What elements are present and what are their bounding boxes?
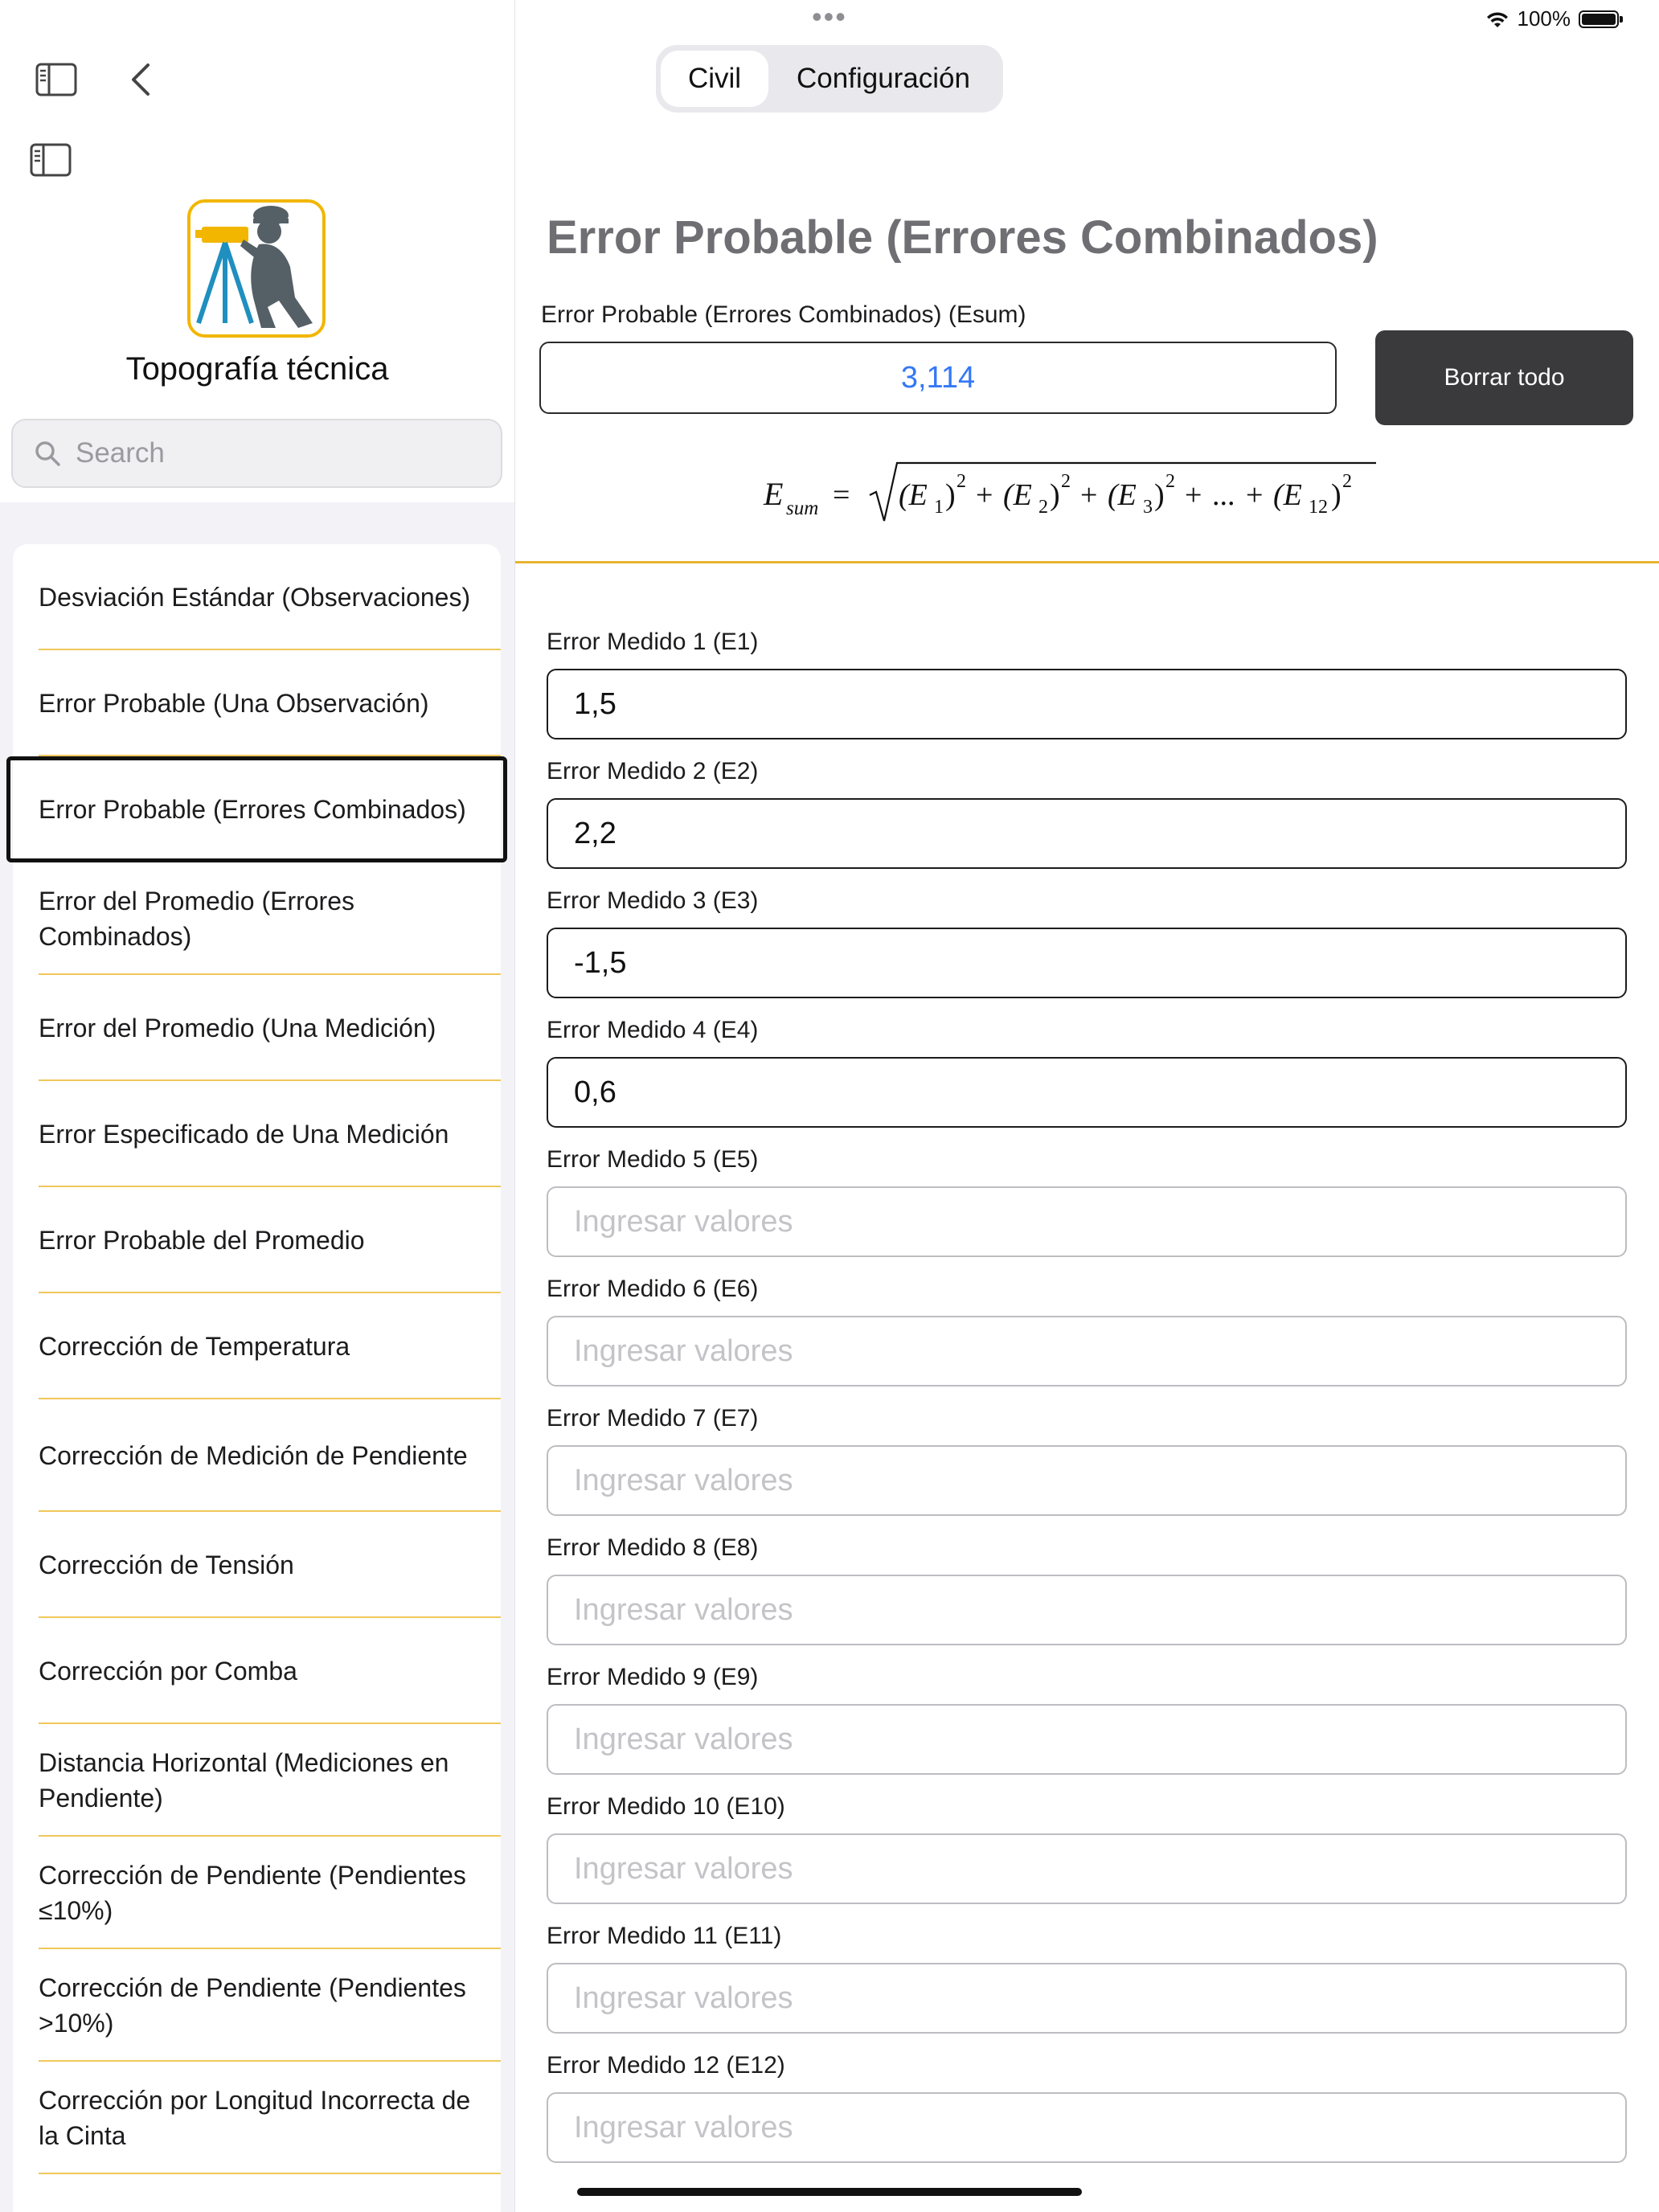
sidebar-item-label: Desviación Estándar (Observaciones) [39,583,471,612]
battery-percent: 100% [1517,6,1571,31]
sidebar-item-label: Error Probable del Promedio [39,1226,365,1255]
sidebar-header [0,0,514,502]
sidebar-item[interactable] [13,975,501,1081]
input-label: Error Medido 12 (E12) [547,2052,785,2079]
formula-term-1: (E [899,478,928,512]
formula-term-3-close: ) [1154,478,1165,512]
sidebar-item[interactable] [13,1724,501,1837]
sidebar-item[interactable] [13,1837,501,1949]
home-indicator[interactable] [577,2188,1082,2196]
sidebar-item-label: Error Especificado de Una Medición [39,1120,449,1149]
input-label: Error Medido 4 (E4) [547,1017,759,1043]
sidebar-item[interactable] [6,756,507,862]
sidebar-item-label: Corrección de Tensión [39,1550,294,1579]
error-input-e4[interactable]: 0,6 [547,1057,1627,1128]
search-icon [34,440,61,467]
formula-equals: = [833,478,850,512]
clear-all-button[interactable]: Borrar todo [1375,330,1633,425]
sidebar-item-label: Error Probable (Errores Combinados) [39,795,466,824]
input-label: Error Medido 1 (E1) [547,629,759,655]
list-separator [39,2173,501,2174]
input-label: Error Medido 11 (E11) [547,1923,782,1949]
formula-term-12-sub: 12 [1309,497,1328,518]
sidebar-item[interactable] [13,650,501,756]
battery-icon [1579,10,1619,28]
sidebar-item-label: Corrección por Comba [39,1657,297,1686]
error-input-e3[interactable]: -1,5 [547,928,1627,998]
sidebar-item[interactable] [13,1293,501,1399]
input-label: Error Medido 3 (E3) [547,887,759,914]
sidebar-item-label: Corrección de Temperatura [39,1332,350,1361]
wifi-icon [1485,10,1509,29]
result-output[interactable]: 3,114 [539,342,1337,414]
sidebar-item[interactable] [13,1399,501,1512]
search-input[interactable] [74,436,495,470]
formula-plus-3: + [1185,478,1202,512]
formula-term-1-sup: 2 [956,471,966,492]
sidebar-item[interactable] [13,2062,501,2174]
input-label: Error Medido 9 (E9) [547,1664,759,1690]
sidebar-item-label: Error del Promedio (Una Medición) [39,1014,436,1043]
formula-plus-4: + [1246,478,1264,512]
sidebar-item[interactable] [13,1187,501,1293]
sidebar-item[interactable] [13,862,501,975]
formula-term-2-sub: 2 [1038,497,1048,518]
sidebar-item[interactable] [13,1949,501,2062]
error-input-e11[interactable]: Ingresar valores [547,1963,1627,2034]
status-indicators [1485,6,1620,31]
sidebar-toggle-icon[interactable] [32,59,80,100]
sidebar-item-label: Corrección de Pendiente (Pendientes >10%) [39,1973,466,2038]
formula-lhs: E [764,476,784,512]
error-input-e2[interactable]: 2,2 [547,798,1627,869]
sidebar-item[interactable] [13,1512,501,1618]
sidebar-item-label: Distancia Horizontal (Mediciones en Pendiente) [39,1748,449,1813]
formula-plus-1: + [976,478,993,512]
formula-term-12-sup: 2 [1342,471,1352,492]
sidebar-item-label: Error Probable (Una Observación) [39,689,429,718]
input-label: Error Medido 2 (E2) [547,758,759,784]
input-label: Error Medido 6 (E6) [547,1276,759,1302]
input-label: Error Medido 8 (E8) [547,1534,759,1561]
result-label: Error Probable (Errores Combinados) (Esum) [541,301,1026,328]
error-input-e6[interactable]: Ingresar valores [547,1316,1627,1387]
error-input-e9[interactable]: Ingresar valores [547,1704,1627,1775]
battery-level-fill [1582,14,1616,25]
formula-plus-2: + [1080,478,1098,512]
formula-term-3: (E [1108,478,1137,512]
tab-configuracion[interactable]: Configuración [797,63,970,94]
formula-term-12-close: ) [1331,478,1342,512]
sidebar-item[interactable] [13,1081,501,1187]
section-divider [515,561,1659,563]
error-input-e1[interactable]: 1,5 [547,669,1627,739]
formula-term-3-sup: 2 [1165,471,1175,492]
app-title: Topografía técnica [125,351,389,387]
formula-ellipsis: ... [1212,478,1235,512]
formula-term-12: (E [1273,478,1302,512]
sidebar-item-label: Corrección de Medición de Pendiente [39,1441,468,1470]
formula-list [13,544,501,2212]
formula-term-3-sub: 3 [1143,497,1153,518]
tab-civil[interactable]: Civil [661,51,768,107]
sidebar [0,0,515,2212]
multitasking-dots[interactable]: ••• [812,0,847,33]
category-segmented-control[interactable] [656,45,1003,113]
formula-lhs-sub: sum [786,498,819,519]
input-label: Error Medido 5 (E5) [547,1146,759,1173]
input-label: Error Medido 7 (E7) [547,1405,759,1432]
formula-term-2-sup: 2 [1061,471,1071,492]
error-input-e12[interactable]: Ingresar valores [547,2092,1627,2163]
formula-term-1-sub: 1 [934,497,944,518]
sidebar-item[interactable] [13,544,501,650]
formula-term-2: (E [1003,478,1032,512]
error-input-e7[interactable]: Ingresar valores [547,1445,1627,1516]
error-input-e5[interactable]: Ingresar valores [547,1186,1627,1257]
error-input-e10[interactable]: Ingresar valores [547,1833,1627,1904]
page-title: Error Probable (Errores Combinados) [547,211,1378,264]
error-input-e8[interactable]: Ingresar valores [547,1575,1627,1645]
formula-equation [756,457,1382,529]
formula-term-2-close: ) [1050,478,1060,512]
search-bar[interactable] [11,419,502,488]
sidebar-item-label: Error del Promedio (Errores Combinados) [39,887,354,951]
back-chevron-icon[interactable] [117,59,165,100]
sidebar-item[interactable] [13,1618,501,1724]
surveyor-logo-icon [187,199,326,338]
input-label: Error Medido 10 (E10) [547,1793,785,1820]
secondary-sidebar-icon[interactable] [27,140,75,180]
sidebar-item-label: Corrección por Longitud Incorrecta de la Cinta [39,2086,471,2150]
formula-term-1-close: ) [945,478,956,512]
sidebar-item-label: Corrección de Pendiente (Pendientes ≤10%) [39,1861,466,1925]
